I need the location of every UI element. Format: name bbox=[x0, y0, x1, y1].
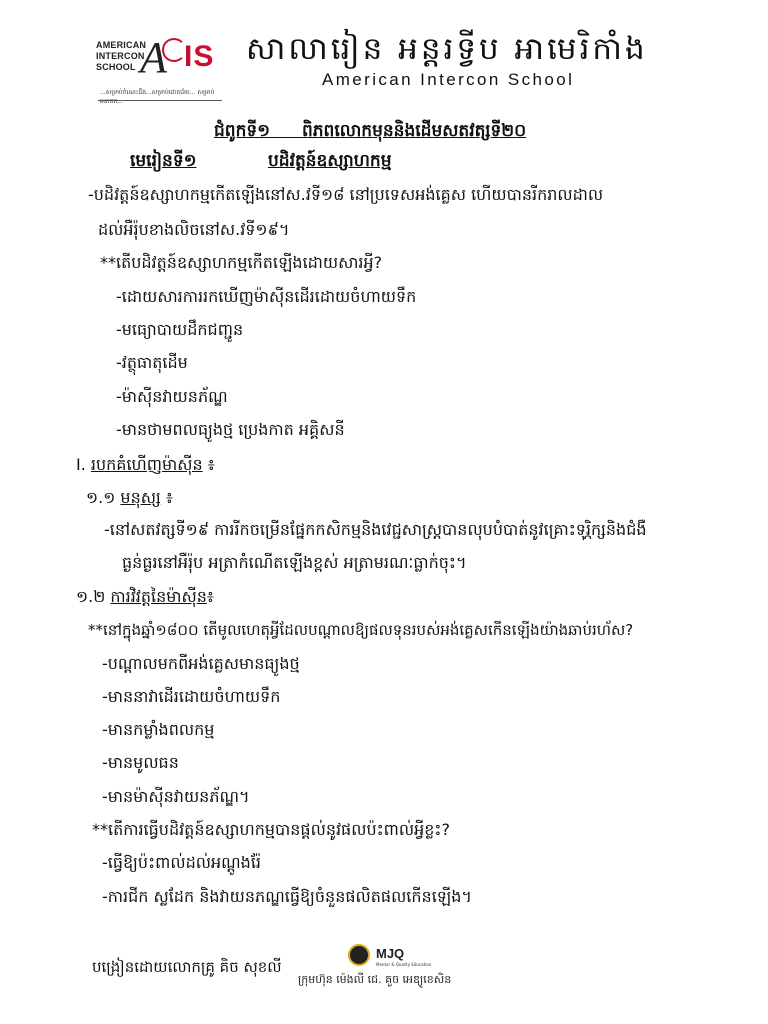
school-name-khmer: សាលារៀន អន្តរទ្វីប អាមេរិកាំង bbox=[246, 31, 648, 67]
section-heading bbox=[76, 454, 215, 476]
logo-mark-is: IS bbox=[184, 40, 215, 73]
school-logo bbox=[96, 33, 236, 105]
answer-1-item: -មានថាមពលធ្យូងថ្ម ប្រេងកាត អគ្គិសនី bbox=[116, 420, 345, 439]
subsection-heading bbox=[86, 487, 173, 509]
answer-1-item: -មធ្យោបាយដឹកជញ្ជូន bbox=[116, 320, 244, 339]
intro-line-1: -បដិវត្តន៍ឧស្សាហកម្មកើតឡើងនៅស.វទី១៨ នៅប្រទេសអង់គ្លេស ហើយបានរីករាលដាល bbox=[88, 185, 604, 204]
subsection-colon: ៖ bbox=[165, 488, 173, 507]
answer-3-item: -ធ្វើឱ្យប៉ះពាល់ដល់អណ្តូងរ៉ែ bbox=[102, 853, 261, 872]
answer-2-item: -មានមូលធន bbox=[102, 753, 179, 772]
school-name-english: American Intercon School bbox=[322, 70, 575, 89]
section-colon: ៖ bbox=[207, 455, 215, 474]
mjq-disc-icon bbox=[348, 944, 370, 966]
answer-2-item: -មាននាវាដើរដោយចំហាយទឹក bbox=[102, 687, 281, 706]
subsection-text-line: ធ្ងន់ធ្ងរនៅអឺរ៉ុប អត្រាកំណើតឡើងខ្ពស់ អត្រាមរណៈធ្លាក់ចុះ។ bbox=[122, 553, 467, 572]
intro-line-2: ដល់អឺរ៉ុបខាងលិចនៅស.វទី១៩។ bbox=[98, 220, 290, 239]
subsection-title: មនុស្ស bbox=[120, 488, 161, 507]
logo-word-2: INTERCON bbox=[96, 51, 145, 61]
answer-3-item: -ការជីក ស្លដែក និងវាយនភណ្ឌធ្វើឱ្យចំនួនផលិតផលកើនឡើង។ bbox=[102, 887, 472, 906]
teacher-credit: បង្រៀនដោយលោកគ្រូ គិច សុខលី bbox=[92, 958, 282, 976]
mjq-logo bbox=[348, 944, 438, 972]
answer-1-item: -ដោយសារការរកឃើញម៉ាស៊ីនដើរដោយចំហាយទឹក bbox=[116, 287, 417, 306]
logo-tagline: ...សម្រាប់ចំណេះដឹង...សម្រាប់ជោគជ័យ... សម្រាប់អនាគត... bbox=[100, 89, 215, 105]
section-number: I. bbox=[76, 455, 86, 474]
logo-spiral-icon bbox=[162, 38, 186, 62]
mjq-brand: MJQ bbox=[376, 946, 405, 961]
answer-2-item: -មានកម្លាំងពលកម្ម bbox=[102, 720, 215, 739]
logo-mark-a: A bbox=[140, 33, 167, 82]
subsection-number: ១.១ bbox=[86, 488, 116, 507]
lesson-number: មេរៀនទី១ bbox=[130, 151, 197, 171]
question-1: **តើបដិវត្តន៍ឧស្សាហកម្មកើតឡើងដោយសារអ្វី? bbox=[100, 253, 383, 272]
subsection-text-line: -នៅសតវត្សទី១៩ ការរីកចម្រើនផ្នែកកសិកម្មនិងវេជ្ជសាស្ត្របានលុបបំបាត់នូវគ្រោះទុរ្ភិក្សនិងជំងឺ bbox=[104, 520, 647, 539]
question-3: **តើការធ្វើបដិវត្តន៍ឧស្សាហកម្មបានផ្តល់នូវផលប៉ះពាល់អ្វីខ្លះ? bbox=[92, 820, 450, 839]
subsection-title: ការវិវត្តនៃម៉ាស៊ីន bbox=[110, 587, 207, 606]
subsection-number: ១.២ bbox=[76, 587, 106, 606]
chapter-heading: ជំពូកទី១ ពិភពលោកមុននិងដើមសតវត្សទី២០ bbox=[214, 121, 527, 141]
answer-1-item: -វត្ថុធាតុដើម bbox=[116, 353, 188, 372]
subsection-colon: ៖ bbox=[206, 587, 214, 606]
company-name: ក្រុមហ៊ុន ម៉េងលី ជេ. គួច អេឌ្យូខេសិន bbox=[298, 973, 452, 986]
logo-word-3: SCHOOL bbox=[96, 62, 136, 72]
answer-2-item: -បណ្តាលមកពីអង់គ្លេសមានធ្យូងថ្ម bbox=[102, 654, 300, 673]
subsection-heading bbox=[76, 586, 214, 608]
answer-1-item: -ម៉ាស៊ីនវាយនភ័ណ្ឌ bbox=[116, 387, 228, 406]
mjq-tagline: Mentor & Quality Education bbox=[376, 962, 432, 967]
section-title: របកគំហើញម៉ាស៊ីន bbox=[90, 455, 203, 474]
logo-divider bbox=[98, 100, 222, 101]
lesson-title: បដិវត្តន៍ឧស្សាហកម្ម bbox=[268, 151, 392, 171]
answer-2-item: -មានម៉ាស៊ីនវាយនភ័ណ្ឌ។ bbox=[102, 787, 250, 806]
logo-word-1: AMERICAN bbox=[96, 40, 147, 50]
question-2: **នៅក្នុងឆ្នាំ១៨០០ តើមូលហេតុអ្វីដែលបណ្តាលឱ្យផលទុនរបស់អង់គ្លេសកើនឡើងយ៉ាងឆាប់រហ័ស? bbox=[88, 621, 634, 639]
